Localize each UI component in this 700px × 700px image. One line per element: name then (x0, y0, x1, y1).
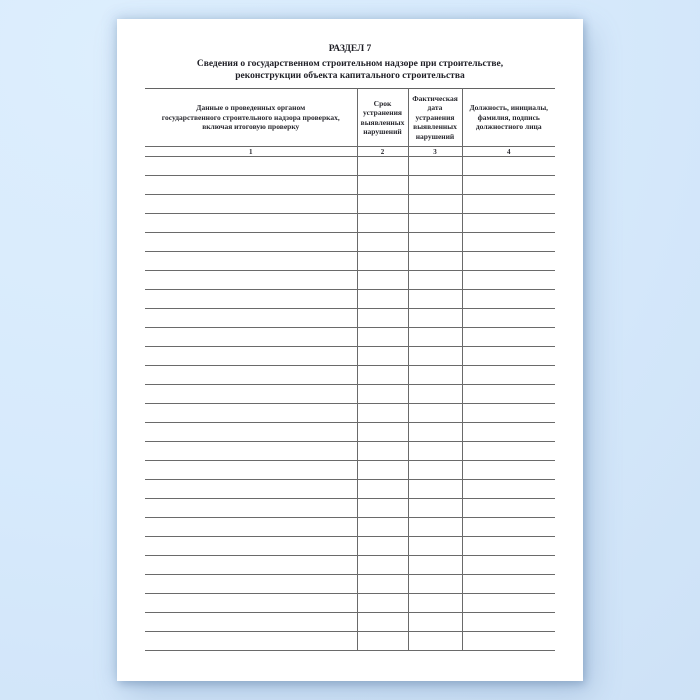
table-row (145, 252, 555, 271)
table-cell (145, 442, 357, 461)
table-cell (145, 480, 357, 499)
header-line: Срок (373, 98, 392, 108)
table-row (145, 461, 555, 480)
table-cell (357, 575, 408, 594)
table-cell (408, 594, 462, 613)
table-cell (462, 575, 555, 594)
header-line: Фактическая (412, 93, 458, 103)
table-cell (145, 347, 357, 366)
header-line: государственного строительного надзора проверках, (161, 112, 340, 122)
table-cell (462, 233, 555, 252)
table-cell (408, 195, 462, 214)
table-cell (462, 556, 555, 575)
table-cell (357, 594, 408, 613)
table-cell (408, 252, 462, 271)
table-cell (145, 518, 357, 537)
table-cell (145, 157, 357, 176)
table-cell (357, 195, 408, 214)
table-cell (357, 309, 408, 328)
table-cell (357, 480, 408, 499)
table-cell (357, 537, 408, 556)
table-cell (145, 252, 357, 271)
table-cell (357, 290, 408, 309)
table-cell (145, 385, 357, 404)
table-cell (462, 423, 555, 442)
header-line: дата (427, 103, 443, 113)
table-cell (145, 290, 357, 309)
table-cell (408, 632, 462, 651)
table-cell (408, 214, 462, 233)
table-cell (357, 214, 408, 233)
table-row (145, 632, 555, 651)
table-cell (462, 195, 555, 214)
header-line: Данные о проведенных органом (196, 103, 306, 113)
table-cell (145, 613, 357, 632)
table-cell (462, 328, 555, 347)
table-cell (145, 214, 357, 233)
table-row (145, 157, 555, 176)
table-cell (462, 461, 555, 480)
table-cell (408, 157, 462, 176)
table-row (145, 556, 555, 575)
header-line: устранения (415, 112, 455, 122)
table-cell (408, 385, 462, 404)
table-cell (462, 252, 555, 271)
table-cell (357, 632, 408, 651)
column-number: 2 (357, 147, 408, 157)
table-cell (357, 252, 408, 271)
table-cell (408, 290, 462, 309)
table-cell (462, 404, 555, 423)
table-cell (408, 518, 462, 537)
table-cell (145, 499, 357, 518)
table-row (145, 366, 555, 385)
table-cell (408, 271, 462, 290)
table-cell (357, 176, 408, 195)
table-row (145, 195, 555, 214)
table-cell (408, 537, 462, 556)
table-cell (408, 442, 462, 461)
table-cell (145, 423, 357, 442)
table-cell (145, 575, 357, 594)
table-cell (145, 537, 357, 556)
table-cell (408, 404, 462, 423)
table-cell (357, 613, 408, 632)
table-cell (145, 176, 357, 195)
table-cell (408, 233, 462, 252)
table-cell (145, 404, 357, 423)
table-cell (145, 328, 357, 347)
table-cell (462, 385, 555, 404)
table-row (145, 442, 555, 461)
table-cell (145, 309, 357, 328)
table-cell (462, 613, 555, 632)
table-cell (357, 366, 408, 385)
column-number: 4 (462, 147, 555, 157)
column-number-row (145, 147, 555, 157)
table-row (145, 575, 555, 594)
table-row (145, 290, 555, 309)
table-cell (462, 442, 555, 461)
table-cell (145, 366, 357, 385)
table-row (145, 347, 555, 366)
table-cell (408, 366, 462, 385)
header-line: Должность, инициалы, (469, 103, 549, 113)
table-cell (357, 442, 408, 461)
header-line: устранения (363, 108, 402, 117)
table-row (145, 328, 555, 347)
table-cell (357, 347, 408, 366)
table-cell (408, 347, 462, 366)
table-cell (408, 423, 462, 442)
table-row (145, 537, 555, 556)
table-cell (408, 309, 462, 328)
table-cell (408, 461, 462, 480)
table-row (145, 594, 555, 613)
subtitle-line: реконструкции объекта капитального строительства (235, 71, 465, 81)
table-cell (357, 385, 408, 404)
column-number: 3 (408, 147, 462, 157)
table-cell (145, 271, 357, 290)
table-cell (462, 347, 555, 366)
table-cell (357, 461, 408, 480)
table-cell (408, 480, 462, 499)
table-cell (462, 366, 555, 385)
table-cell (145, 195, 357, 214)
header-line: нарушений (415, 131, 455, 141)
table-cell (357, 271, 408, 290)
table-cell (462, 157, 555, 176)
table-cell (462, 594, 555, 613)
table-cell (357, 518, 408, 537)
table-row (145, 233, 555, 252)
header-line: фамилия, подпись (477, 112, 540, 122)
table-cell (145, 594, 357, 613)
table-cell (462, 632, 555, 651)
section-subtitle (117, 58, 583, 82)
header-line: нарушений (363, 127, 402, 136)
table-cell (408, 328, 462, 347)
table-row (145, 423, 555, 442)
section-title: РАЗДЕЛ 7 (328, 44, 372, 54)
table-cell (408, 556, 462, 575)
column-header-official (462, 89, 555, 147)
table-cell (462, 290, 555, 309)
table-cell (357, 499, 408, 518)
table-row (145, 176, 555, 195)
table-cell (462, 214, 555, 233)
table-cell (145, 556, 357, 575)
table-cell (462, 176, 555, 195)
table-cell (462, 309, 555, 328)
table-cell (357, 423, 408, 442)
table-cell (408, 176, 462, 195)
column-header-actual-date (408, 89, 462, 147)
table-cell (408, 499, 462, 518)
table-body (145, 89, 555, 651)
header-line: включая итоговую проверку (202, 122, 300, 132)
table-cell (357, 404, 408, 423)
table-header-row (145, 89, 555, 147)
table-cell (408, 613, 462, 632)
supervision-table (145, 88, 555, 651)
table-row (145, 214, 555, 233)
column-header-deadline (357, 89, 408, 147)
table-cell (408, 575, 462, 594)
column-header-inspections (145, 89, 357, 147)
header-line: выявленных (360, 117, 405, 127)
table-cell (357, 556, 408, 575)
table-cell (462, 518, 555, 537)
table-cell (145, 233, 357, 252)
table-row (145, 480, 555, 499)
table-cell (357, 328, 408, 347)
header-line: выявленных (413, 122, 457, 132)
table-cell (357, 233, 408, 252)
table-cell (357, 157, 408, 176)
table-cell (462, 480, 555, 499)
document-page (117, 19, 583, 681)
table-row (145, 499, 555, 518)
table-row (145, 518, 555, 537)
table-row (145, 385, 555, 404)
table-cell (462, 271, 555, 290)
table-cell (145, 632, 357, 651)
table-row (145, 404, 555, 423)
table-row (145, 271, 555, 290)
table-cell (145, 461, 357, 480)
column-number: 1 (249, 147, 253, 156)
table-row (145, 613, 555, 632)
header-line: должностного лица (475, 122, 542, 132)
table-cell (462, 537, 555, 556)
table-row (145, 309, 555, 328)
table-cell (462, 499, 555, 518)
subtitle-line: Сведения о государственном строительном надзоре при строительстве, (196, 59, 504, 69)
